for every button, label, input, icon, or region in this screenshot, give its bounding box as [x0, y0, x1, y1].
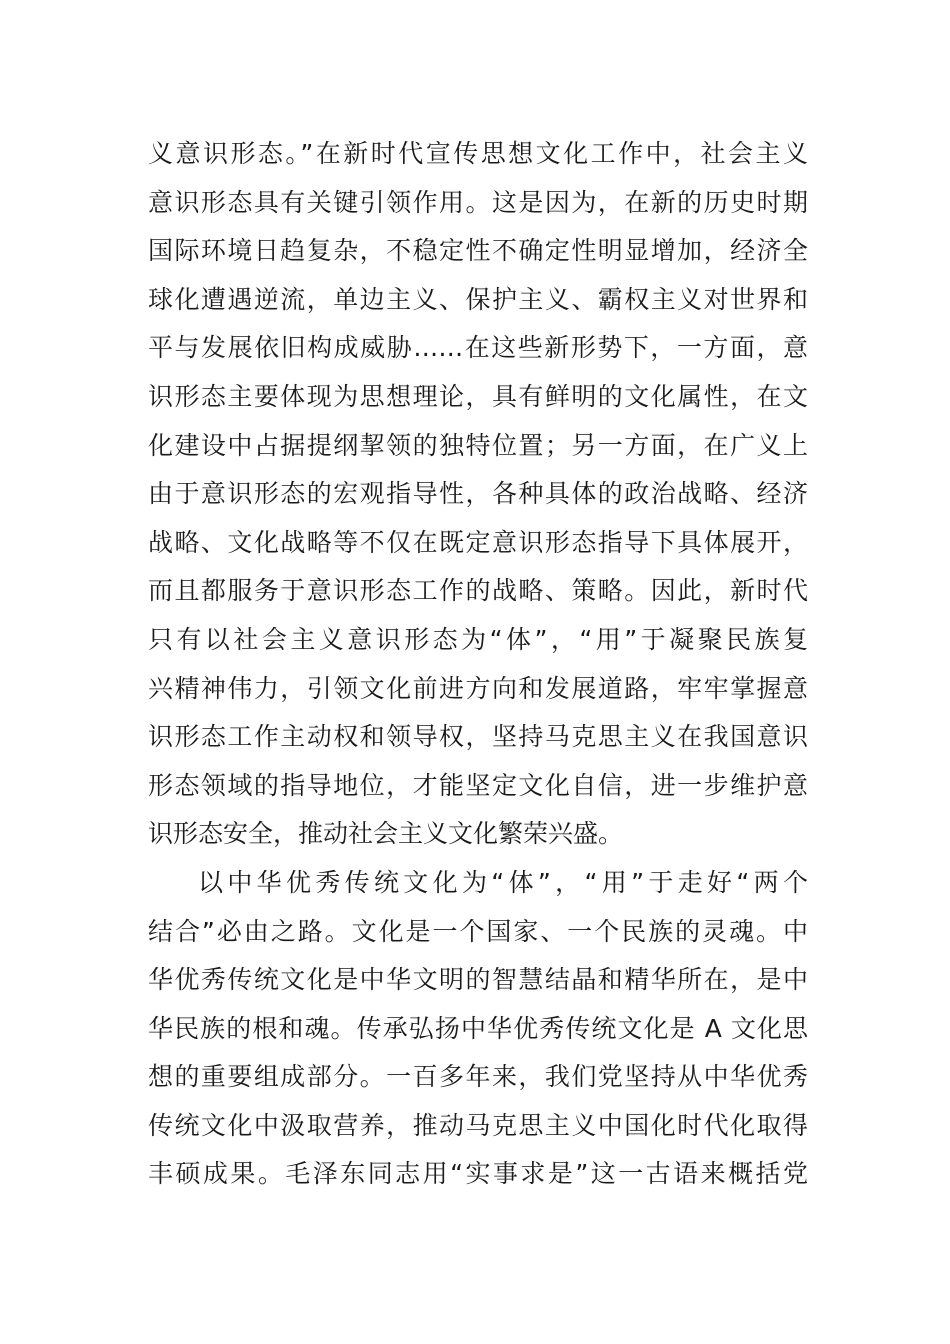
text-line: 以中华优秀传统文化为“体”，“用”于走好“两个 [198, 867, 808, 897]
text-line: 平与发展依旧构成威胁……在这些新形势下，一方面，意 [148, 333, 808, 363]
paragraph [148, 859, 808, 1199]
text-line: 华民族的根和魂。传承弘扬中华优秀传统文化是 A 文化思 [148, 1013, 808, 1043]
text-line: 结合”必由之路。文化是一个国家、一个民族的灵魂。中 [148, 916, 808, 946]
text-line: 球化遭遇逆流，单边主义、保护主义、霸权主义对世界和 [148, 284, 808, 314]
text-line: 义意识形态。”在新时代宣传思想文化工作中，社会主义 [148, 139, 808, 168]
text-line: 而且都服务于意识形态工作的战略、策略。因此，新时代 [148, 576, 808, 606]
text-line: 识形态安全，推动社会主义文化繁荣兴盛。 [148, 819, 624, 849]
text-line: 化建设中占据提纲挈领的独特位置；另一方面，在广义上 [148, 430, 808, 460]
text-line: 识形态工作主动权和领导权，坚持马克思主义在我国意识 [148, 722, 808, 752]
text-line: 丰硕成果。毛泽东同志用“实事求是”这一古语来概括党 [148, 1159, 808, 1189]
text-line: 传统文化中汲取营养，推动马克思主义中国化时代化取得 [148, 1110, 808, 1140]
text-line: 形态领域的指导地位，才能坚定文化自信，进一步维护意 [148, 770, 808, 800]
text-line: 想的重要组成部分。一百多年来，我们党坚持从中华优秀 [148, 1062, 808, 1092]
text-line: 华优秀传统文化是中华文明的智慧结晶和精华所在，是中 [148, 965, 808, 995]
text-line: 只有以社会主义意识形态为“体”，“用”于凝聚民族复 [148, 624, 808, 654]
text-line: 战略、文化战略等不仅在既定意识形态指导下具体展开， [148, 527, 808, 557]
paragraph [148, 130, 808, 859]
body-text [148, 130, 808, 1199]
text-line: 识形态主要体现为思想理论，具有鲜明的文化属性，在文 [148, 381, 808, 411]
text-line: 兴精神伟力，引领文化前进方向和发展道路，牢牢掌握意 [148, 673, 808, 703]
text-line: 国际环境日趋复杂，不稳定性不确定性明显增加，经济全 [148, 236, 808, 266]
text-line: 意识形态具有关键引领作用。这是因为，在新的历史时期 [148, 187, 808, 217]
text-line: 由于意识形态的宏观指导性，各种具体的政治战略、经济 [148, 479, 808, 509]
